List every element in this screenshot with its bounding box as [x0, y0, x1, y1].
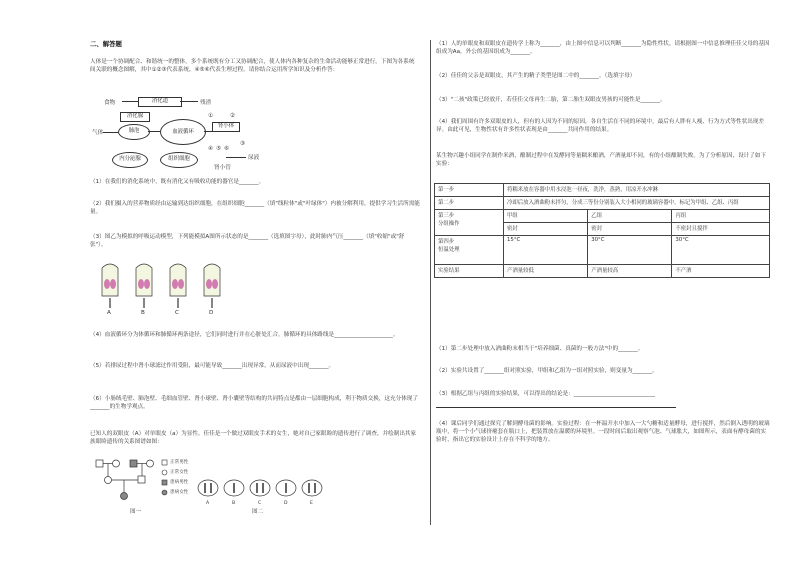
diagram-lung: 肺泡 [118, 124, 150, 140]
arrow-urine [226, 157, 246, 158]
table-cell: 密封 [504, 223, 588, 236]
table-cell: 30°C [672, 236, 770, 265]
figure-2-caption: 图二 [252, 509, 264, 515]
experiment-intro: 某生物兴趣小组同学在制作米酒，酿制过程中在发酵同等量糯米酿酒，产酒量却不同，有的小组酿制失败。为了分析原因，设计了如下实验： [436, 153, 767, 167]
left-q4: （4）血液循环分为体循环和肺循环两条途径，它们同时进行并在心脏处汇合。肺循环的具体路线是_____________________。 [90, 332, 399, 338]
diagram-num-5: ⑤ [216, 146, 222, 152]
model-label-b: B [141, 310, 145, 316]
table-cell: 30°C [588, 236, 672, 265]
table-cell [435, 236, 504, 265]
legend-affected-male: 患病男性 [170, 480, 189, 485]
table-cell: 第一步 [435, 184, 504, 197]
table-row [435, 197, 770, 210]
diagram-endocrine: 内分泌腺 [112, 152, 148, 168]
left-q6: （6）小肠绒毛壁、肺泡壁、毛细血管壁、肾小球壁、肾小囊壁等结构的共同特点是都由一层细胞构成，利于物质交换，这充分体现了_______的生物学观点。 [90, 396, 418, 410]
figure-1-caption: 图一 [130, 509, 142, 515]
arrow-kidney [204, 131, 212, 132]
arrow-gas [103, 132, 118, 133]
legend-affected-female: 患病女性 [170, 490, 189, 495]
model-label-d: D [209, 310, 214, 316]
diagram-kidney: 肾小体 [212, 122, 240, 132]
genetics-intro: 已知人的双眼皮（A）对单眼皮（a）为显性。佳佳是一个做过双眼皮手术的女生，她对自己家眼睑的遗传进行了调查，并绘制出其家族眼睑遗传的关系图谱如图： [90, 431, 417, 445]
model-label-c: C [175, 310, 179, 316]
intro-paragraph: 人体是一个协调配合、和谐统一的整体，多个系统既有分工又协调配合，使人体内各种复杂的生命活动能够正常进行。下图为各系统间关联的概念图解，其中①②③代表系统，④⑤⑥代表生理过程。请你结合运用所学知识及分析作答： [90, 59, 415, 73]
step4-sub: 恒温处理 [438, 247, 460, 253]
diagram-num-4: ④ [208, 146, 214, 152]
section-title: 二、解答题 [90, 40, 122, 48]
table-cell [435, 210, 504, 236]
right-q3: （3）"二孩"政策已经放开，若佳佳父母再生二胎，第二胎生双眼皮男孩的可能性是_______。 [436, 97, 666, 103]
column-divider [430, 40, 431, 525]
table-cell: 密封 [588, 223, 672, 236]
table-cell: 乙组 [588, 210, 672, 223]
left-q2: （2）我们摄入的营养物质经由运输到达组织细胞，在组织细胞_______（填"线粒体"或"叶绿体"）内被分解利用，提供学习生活所需能量。 [90, 201, 420, 215]
diagram-num-2: ② [230, 113, 236, 119]
table-row [435, 184, 770, 197]
cell-label-d: D [284, 501, 288, 506]
diagram-num-3: ③ [240, 141, 246, 147]
left-q5: （5）若排尿过程中肾小球滤过作用受阻，最可能导致_______出现异常，从而尿液中出现_______。 [90, 363, 335, 369]
diagram-gas: 气体 [92, 130, 104, 136]
right-q8: （4）课后同学们通过探究了解到酵母菌的影响。实验过程：在一杯温开水中加入一大勺糖和适量酵母，进行搅拌，然后倒入透明的玻璃瓶中，将一个小气球挤瘪套在瓶口上，把装置放在温暖的环境里。一段时间后取出观察气泡、气球胀大，如图所示，表面有酵母菌的实验时，指出它的实验设计上存在不科学的地方。 [436, 421, 770, 443]
model-label-a: A [107, 310, 111, 316]
table-cell: 不密封且搅拌 [672, 223, 770, 236]
table-cell: 实验结果 [435, 265, 504, 278]
diagram-num-1: ① [208, 113, 214, 119]
diagram-food: 食物 [104, 100, 116, 106]
diagram-tissue-cell: 组织细胞 [160, 152, 198, 168]
step3-sub: 分组操作 [438, 221, 460, 227]
diagram-residue: 残渣 [200, 100, 212, 106]
cell-label-c: C [258, 501, 262, 506]
right-q7: （3）根据乙组与丙组的实验结果，可以得出的结论是：_____________________________ [436, 391, 655, 397]
diagram-digestive-tract: 消化道 [138, 97, 182, 107]
table-row [435, 210, 770, 223]
cell-diagram [196, 478, 326, 500]
arrow-food [122, 101, 138, 102]
table-cell: 将糯米放在容器中用水浸泡一昼夜，洗净，蒸熟，用凉开水冲淋 [504, 184, 770, 197]
cell-label-e: E [310, 501, 313, 506]
arrow-residue [180, 101, 198, 102]
legend-normal-male: 正常男性 [170, 460, 189, 465]
arrow-lung [148, 131, 160, 132]
table-cell: 产酒量较低 [504, 265, 588, 278]
diagram-num-6: ⑥ [224, 146, 230, 152]
table-cell: 产酒量较高 [588, 265, 672, 278]
diagram-tubule: 肾小管 [214, 165, 231, 171]
diagram-digestive-gland: 消化腺 [120, 112, 150, 122]
left-q1: （1）在我们的消化系统中，既有消化又有吸收功能的器官是_______。 [90, 179, 265, 185]
table-cell: 第二步 [435, 197, 504, 210]
table-cell: 冷却后放入酒曲粉末拌匀，分成三等份分别装入大小相同的玻璃容器中，标记为甲组、乙组、丙组 [504, 197, 770, 210]
legend-normal-female: 正常女性 [170, 470, 189, 475]
table-cell: 丙组 [672, 210, 770, 223]
left-q3: （3）图乙为模拟的呼吸运动模型，下列能模拟A图所示状态的是_______（选填图字母），此时肺内气压_______（填"收缩"或"舒张"）。 [90, 234, 405, 248]
diagram-urine: 尿液 [248, 155, 260, 161]
table-cell: 甲组 [504, 210, 588, 223]
step4-label: 第四步 [438, 239, 455, 245]
table-row [435, 265, 770, 278]
cell-label-b: B [232, 501, 236, 506]
right-q1: （1）人的单眼皮和双眼皮在遗传学上称为_______，由上图中信息可以判断_______为隐性性状。请根据图一中信息推理佳佳父母的基因组成为Aa，外公的基因组成为_______。 [436, 41, 770, 55]
experiment-table [434, 183, 770, 278]
table-row [435, 236, 770, 265]
table-cell: 15°C [504, 236, 588, 265]
right-q4: （4）我们周围有许多双眼皮的人，但有的人因为不同的原因，各自生活在不同的环境中，最后有人胖有人瘦、行为方式等性状出现差异。由此可见，生物性状有许多性状表现是由_______共同作用的结果。 [436, 119, 764, 133]
right-q2: （2）佳佳的父亲是双眼皮，其产生的精子类型是图二中的_______。（选填字母） [436, 73, 636, 79]
step3-label: 第三步 [438, 213, 455, 219]
cell-label-a: A [206, 501, 210, 506]
right-q5: （1）第二步处理中放入酒曲粉末相当于"培养细菌、真菌的一般方法"中的_______。 [436, 346, 644, 352]
diagram-blood-circulation: 血液循环 [160, 119, 206, 145]
right-q6: （2）实验共设置了_______组对照实验，甲组和乙组为一组对照实验，则变量为_______。 [436, 368, 658, 374]
answer-line [436, 407, 676, 408]
table-cell: 不产酒 [672, 265, 770, 278]
